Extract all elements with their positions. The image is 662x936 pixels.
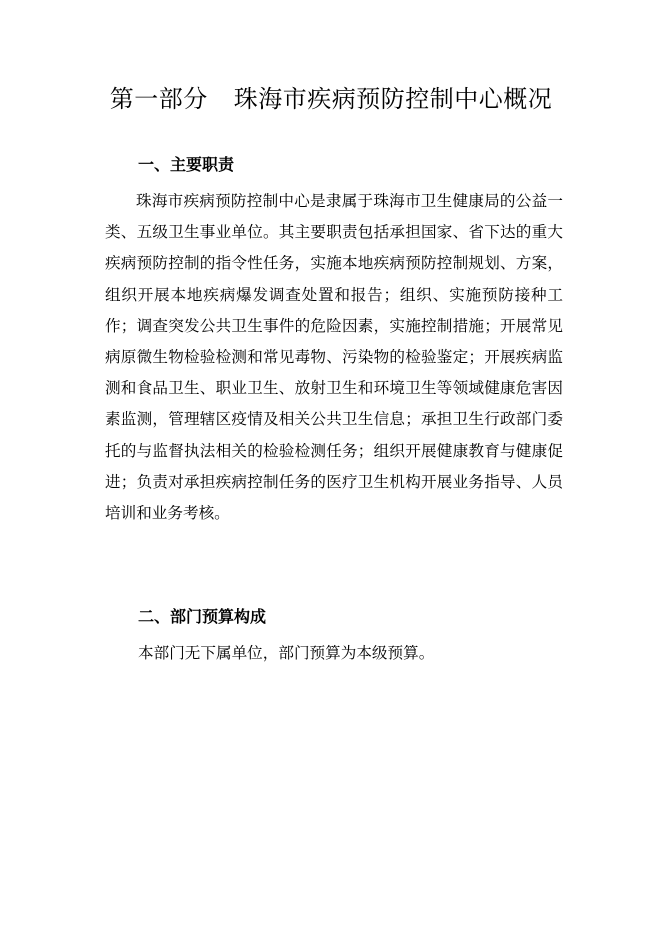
section-heading-budget-structure: 二、部门预算构成: [138, 607, 267, 626]
title-part-label: 第一部分: [109, 85, 208, 113]
page-title: [0, 82, 662, 116]
section-paragraph-budget-structure: 本部门无下属单位，部门预算为本级预算。: [138, 644, 435, 662]
section-paragraph-main-duties: 珠海市疾病预防控制中心是隶属于珠海市卫生健康局的公益一类、五级卫生事业单位。其主要职责包括承担国家、省下达的重大疾病预防控制的指令性任务，实施本地疾病预防控制规划、方案，组织开展本地疾病爆发调查处置和报告；组织、实施预防接种工作；调查突发公共卫生事件的危险因素，实施控制措施；开展常见病原微生物检验检测和常见毒物、污染物的检验鉴定；开展疾病监测和食品卫生、职业卫生、放射卫生和环境卫生等领域健康危害因素监测，管理辖区疫情及相关公共卫生信息；承担卫生行政部门委托的与监督执法相关的检验检测任务；组织开展健康教育与健康促进；负责对承担疾病控制任务的医疗卫生机构开展业务指导、人员培训和业务考核。: [105, 192, 563, 523]
section-heading-main-duties: 一、主要职责: [138, 155, 235, 174]
title-main-text: 珠海市疾病预防控制中心概况: [233, 85, 553, 113]
